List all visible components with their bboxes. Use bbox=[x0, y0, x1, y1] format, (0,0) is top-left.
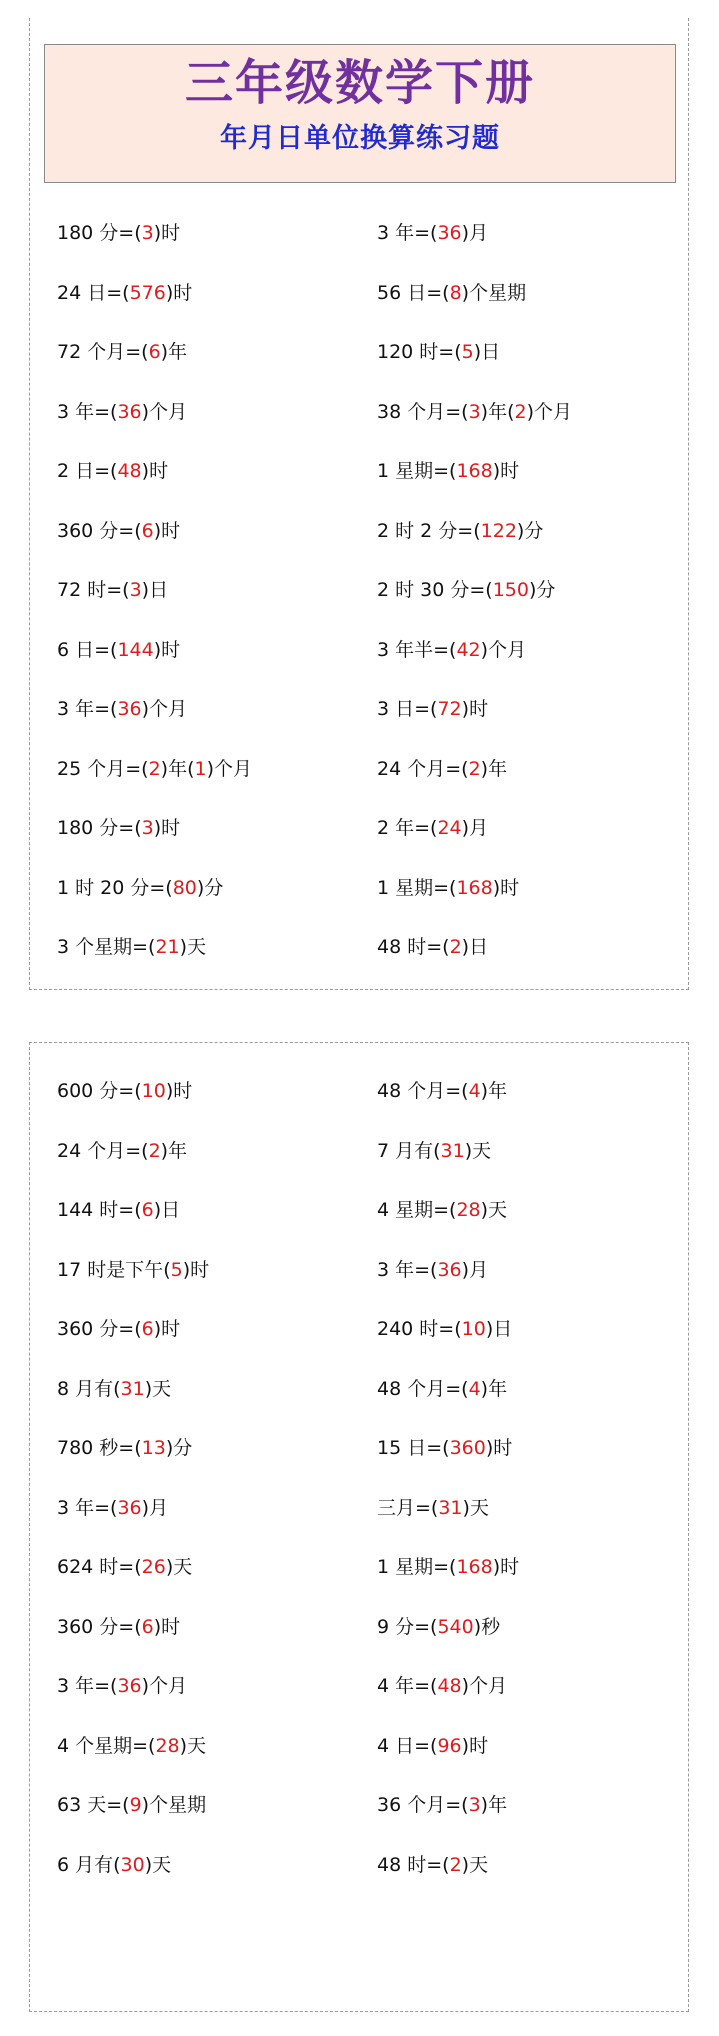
question-text: )天 bbox=[464, 1139, 492, 1162]
question-text: 6 日=( bbox=[57, 638, 118, 661]
answer-value: 4 bbox=[468, 1080, 481, 1103]
question-text: )天 bbox=[480, 1199, 508, 1222]
question-text: 180 分=( bbox=[57, 222, 142, 245]
question-text: )个月 bbox=[526, 400, 572, 423]
answer-value: 4 bbox=[468, 1377, 481, 1400]
question-text: 600 分=( bbox=[57, 1080, 142, 1103]
exercise-row bbox=[57, 1834, 697, 1894]
answer-value: 2 bbox=[148, 1139, 161, 1162]
question-text: )年( bbox=[480, 400, 515, 423]
question-text: 25 个月=( bbox=[57, 757, 149, 780]
answer-value: 42 bbox=[456, 638, 481, 661]
exercise-item bbox=[377, 337, 697, 364]
exercise-row bbox=[57, 1239, 697, 1299]
exercise-item bbox=[57, 1790, 377, 1817]
question-text: 48 个月=( bbox=[377, 1080, 469, 1103]
exercise-item bbox=[377, 813, 697, 840]
exercise-row bbox=[57, 1596, 697, 1656]
answer-value: 6 bbox=[141, 1318, 154, 1341]
question-text: 9 分=( bbox=[377, 1615, 438, 1638]
answer-value: 96 bbox=[437, 1734, 462, 1757]
question-text: )日 bbox=[141, 579, 169, 602]
question-text: )年 bbox=[160, 1139, 188, 1162]
exercise-row bbox=[57, 1477, 697, 1537]
answer-value: 48 bbox=[117, 460, 142, 483]
question-text: 48 时=( bbox=[377, 936, 450, 959]
exercise-item bbox=[57, 1493, 377, 1520]
exercise-row bbox=[57, 1536, 697, 1596]
exercise-item bbox=[57, 456, 377, 483]
question-text: 6 月有( bbox=[57, 1853, 121, 1876]
answer-value: 24 bbox=[437, 817, 462, 840]
exercise-item bbox=[377, 694, 697, 721]
page-subtitle: 年月日单位换算练习题 bbox=[220, 123, 500, 154]
question-text: )年 bbox=[480, 1080, 508, 1103]
question-text: )时 bbox=[153, 1615, 181, 1638]
exercise-item bbox=[377, 1612, 697, 1639]
exercise-item bbox=[377, 1076, 697, 1103]
question-text: 72 个月=( bbox=[57, 341, 149, 364]
answer-value: 144 bbox=[117, 638, 154, 661]
exercise-row bbox=[57, 262, 697, 322]
exercise-item bbox=[57, 694, 377, 721]
exercise-row bbox=[57, 1179, 697, 1239]
question-text: 1 星期=( bbox=[377, 460, 457, 483]
answer-value: 168 bbox=[456, 876, 493, 899]
answer-value: 2 bbox=[514, 400, 527, 423]
exercise-list-2 bbox=[57, 1060, 697, 1893]
question-text: 三月=( bbox=[377, 1496, 439, 1519]
answer-value: 6 bbox=[141, 519, 154, 542]
question-text: )时 bbox=[153, 1318, 181, 1341]
exercise-item bbox=[57, 1850, 377, 1877]
question-text: )年 bbox=[480, 757, 508, 780]
question-text: 4 日=( bbox=[377, 1734, 438, 1757]
answer-value: 36 bbox=[117, 400, 142, 423]
exercise-item bbox=[57, 397, 377, 424]
question-text: )天 bbox=[179, 936, 207, 959]
question-text: 17 时是下午( bbox=[57, 1258, 171, 1281]
exercise-item bbox=[57, 635, 377, 662]
question-text: 8 月有( bbox=[57, 1377, 121, 1400]
question-text: )时 bbox=[153, 638, 181, 661]
question-text: 3 年=( bbox=[57, 1675, 118, 1698]
exercise-item bbox=[377, 1671, 697, 1698]
question-text: 3 年=( bbox=[57, 400, 118, 423]
question-text: 360 分=( bbox=[57, 519, 142, 542]
question-text: )天 bbox=[165, 1556, 193, 1579]
question-text: 360 分=( bbox=[57, 1318, 142, 1341]
exercise-item bbox=[377, 516, 697, 543]
question-text: )时 bbox=[492, 1556, 520, 1579]
answer-value: 122 bbox=[480, 519, 517, 542]
exercise-item bbox=[57, 1374, 377, 1401]
question-text: )分 bbox=[516, 519, 544, 542]
exercise-item bbox=[377, 635, 697, 662]
exercise-row bbox=[57, 857, 697, 917]
question-text: )年( bbox=[160, 757, 195, 780]
answer-value: 576 bbox=[129, 281, 166, 304]
question-text: 72 时=( bbox=[57, 579, 130, 602]
answer-value: 3 bbox=[141, 817, 154, 840]
exercise-item bbox=[377, 575, 697, 602]
answer-value: 36 bbox=[117, 1496, 142, 1519]
answer-value: 6 bbox=[141, 1199, 154, 1222]
exercise-row bbox=[57, 1060, 697, 1120]
question-text: )分 bbox=[196, 876, 224, 899]
question-text: )个月 bbox=[206, 757, 252, 780]
answer-value: 9 bbox=[129, 1794, 142, 1817]
exercise-row bbox=[57, 1715, 697, 1775]
answer-value: 36 bbox=[117, 1675, 142, 1698]
question-text: 1 星期=( bbox=[377, 876, 457, 899]
answer-value: 10 bbox=[461, 1318, 486, 1341]
question-text: 3 年=( bbox=[377, 222, 438, 245]
exercise-item bbox=[377, 218, 697, 245]
question-text: 780 秒=( bbox=[57, 1437, 142, 1460]
question-text: 120 时=( bbox=[377, 341, 462, 364]
answer-value: 6 bbox=[148, 341, 161, 364]
exercise-item bbox=[377, 456, 697, 483]
exercise-item bbox=[57, 754, 377, 781]
answer-value: 26 bbox=[141, 1556, 166, 1579]
question-text: )时 bbox=[153, 817, 181, 840]
exercise-row bbox=[57, 1417, 697, 1477]
question-text: 36 个月=( bbox=[377, 1794, 469, 1817]
question-text: )日 bbox=[153, 1199, 181, 1222]
question-text: )时 bbox=[461, 698, 489, 721]
question-text: )月 bbox=[141, 1496, 169, 1519]
question-text: 2 日=( bbox=[57, 460, 118, 483]
question-text: )分 bbox=[528, 579, 556, 602]
question-text: 56 日=( bbox=[377, 281, 450, 304]
answer-value: 36 bbox=[117, 698, 142, 721]
exercise-item bbox=[377, 1731, 697, 1758]
answer-value: 80 bbox=[172, 876, 197, 899]
question-text: )个星期 bbox=[141, 1794, 207, 1817]
answer-value: 30 bbox=[120, 1853, 145, 1876]
exercise-row bbox=[57, 797, 697, 857]
answer-value: 36 bbox=[437, 1258, 462, 1281]
question-text: )天 bbox=[461, 1853, 489, 1876]
exercise-item bbox=[377, 1552, 697, 1579]
question-text: )月 bbox=[461, 1258, 489, 1281]
question-text: 3 个星期=( bbox=[57, 936, 156, 959]
question-text: )时 bbox=[492, 460, 520, 483]
question-text: )个月 bbox=[480, 638, 527, 661]
question-text: 2 时 2 分=( bbox=[377, 519, 481, 542]
exercise-row bbox=[57, 738, 697, 798]
question-text: 4 年=( bbox=[377, 1675, 438, 1698]
question-text: )天 bbox=[462, 1496, 489, 1519]
question-text: 180 分=( bbox=[57, 817, 142, 840]
exercise-row bbox=[57, 1120, 697, 1180]
exercise-row bbox=[57, 678, 697, 738]
answer-value: 72 bbox=[437, 698, 462, 721]
answer-value: 10 bbox=[141, 1080, 166, 1103]
question-text: )个月 bbox=[141, 400, 188, 423]
question-text: 1 时 20 分=( bbox=[57, 876, 173, 899]
exercise-item bbox=[377, 873, 697, 900]
exercise-item bbox=[377, 1374, 697, 1401]
answer-value: 5 bbox=[170, 1258, 183, 1281]
exercise-row bbox=[57, 1774, 697, 1834]
question-text: )天 bbox=[144, 1377, 172, 1400]
question-text: )个星期 bbox=[461, 281, 527, 304]
question-text: )时 bbox=[461, 1734, 489, 1757]
exercise-row bbox=[57, 440, 697, 500]
answer-value: 1 bbox=[194, 757, 207, 780]
answer-value: 3 bbox=[468, 1794, 481, 1817]
question-text: )个月 bbox=[141, 1675, 188, 1698]
question-text: )时 bbox=[153, 519, 181, 542]
answer-value: 168 bbox=[456, 1556, 493, 1579]
question-text: )分 bbox=[165, 1437, 193, 1460]
exercise-item bbox=[377, 1136, 697, 1163]
exercise-row bbox=[57, 1298, 697, 1358]
answer-value: 540 bbox=[437, 1615, 474, 1638]
exercise-item bbox=[57, 337, 377, 364]
exercise-row bbox=[57, 1655, 697, 1715]
question-text: )年 bbox=[480, 1794, 508, 1817]
answer-value: 48 bbox=[437, 1675, 462, 1698]
question-text: )年 bbox=[480, 1377, 508, 1400]
exercise-row bbox=[57, 916, 697, 976]
answer-value: 360 bbox=[449, 1437, 486, 1460]
exercise-item bbox=[377, 1790, 697, 1817]
question-text: )日 bbox=[461, 936, 489, 959]
exercise-item bbox=[377, 1195, 697, 1222]
answer-value: 31 bbox=[438, 1496, 463, 1519]
question-text: )年 bbox=[160, 341, 188, 364]
exercise-item bbox=[57, 1076, 377, 1103]
question-text: 3 日=( bbox=[377, 698, 438, 721]
question-text: 38 个月=( bbox=[377, 400, 469, 423]
question-text: 3 年=( bbox=[57, 1496, 118, 1519]
question-text: 3 年半=( bbox=[377, 638, 457, 661]
answer-value: 21 bbox=[155, 936, 180, 959]
question-text: 7 月有( bbox=[377, 1139, 441, 1162]
exercise-item bbox=[377, 1255, 697, 1282]
answer-value: 6 bbox=[141, 1615, 154, 1638]
exercise-item bbox=[57, 218, 377, 245]
exercise-item bbox=[57, 873, 377, 900]
question-text: )个月 bbox=[461, 1675, 508, 1698]
question-text: 360 分=( bbox=[57, 1615, 142, 1638]
answer-value: 2 bbox=[148, 757, 161, 780]
question-text: )时 bbox=[492, 876, 520, 899]
answer-value: 5 bbox=[461, 341, 474, 364]
exercise-row bbox=[57, 321, 697, 381]
question-text: 24 个月=( bbox=[377, 757, 469, 780]
exercise-item bbox=[57, 1731, 377, 1758]
exercise-item bbox=[377, 1314, 697, 1341]
exercise-item bbox=[377, 932, 697, 959]
answer-value: 36 bbox=[437, 222, 462, 245]
question-text: 24 日=( bbox=[57, 281, 130, 304]
question-text: )天 bbox=[144, 1853, 172, 1876]
question-text: )秒 bbox=[473, 1615, 501, 1638]
question-text: 1 星期=( bbox=[377, 1556, 457, 1579]
question-text: 15 日=( bbox=[377, 1437, 450, 1460]
exercise-item bbox=[57, 1612, 377, 1639]
answer-value: 2 bbox=[449, 1853, 462, 1876]
answer-value: 31 bbox=[120, 1377, 145, 1400]
exercise-item bbox=[57, 1255, 377, 1282]
exercise-item bbox=[377, 278, 697, 305]
answer-value: 28 bbox=[456, 1199, 481, 1222]
exercise-item bbox=[57, 278, 377, 305]
question-text: )时 bbox=[165, 1080, 193, 1103]
answer-value: 3 bbox=[129, 579, 142, 602]
question-text: 2 时 30 分=( bbox=[377, 579, 493, 602]
question-text: )个月 bbox=[141, 698, 188, 721]
question-text: )时 bbox=[165, 281, 193, 304]
question-text: 240 时=( bbox=[377, 1318, 462, 1341]
question-text: 2 年=( bbox=[377, 817, 438, 840]
exercise-item bbox=[57, 813, 377, 840]
exercise-item bbox=[57, 1195, 377, 1222]
question-text: 48 时=( bbox=[377, 1853, 450, 1876]
exercise-list-1 bbox=[57, 202, 697, 976]
question-text: )天 bbox=[179, 1734, 207, 1757]
exercise-item bbox=[377, 1493, 697, 1520]
question-text: )月 bbox=[461, 222, 489, 245]
question-text: 144 时=( bbox=[57, 1199, 142, 1222]
exercise-item bbox=[57, 516, 377, 543]
exercise-item bbox=[57, 1314, 377, 1341]
exercise-row bbox=[57, 500, 697, 560]
question-text: 3 年=( bbox=[57, 698, 118, 721]
answer-value: 150 bbox=[492, 579, 529, 602]
question-text: 63 天=( bbox=[57, 1794, 130, 1817]
exercise-row bbox=[57, 202, 697, 262]
exercise-item bbox=[377, 1433, 697, 1460]
exercise-row bbox=[57, 1358, 697, 1418]
question-text: )月 bbox=[461, 817, 489, 840]
page-title: 三年级数学下册 bbox=[184, 55, 535, 111]
answer-value: 28 bbox=[155, 1734, 180, 1757]
answer-value: 31 bbox=[440, 1139, 465, 1162]
exercise-item bbox=[377, 397, 697, 424]
exercise-item bbox=[57, 1671, 377, 1698]
answer-value: 168 bbox=[456, 460, 493, 483]
answer-value: 2 bbox=[449, 936, 462, 959]
exercise-item bbox=[57, 932, 377, 959]
exercise-item bbox=[57, 575, 377, 602]
answer-value: 3 bbox=[468, 400, 481, 423]
exercise-row bbox=[57, 619, 697, 679]
question-text: 624 时=( bbox=[57, 1556, 142, 1579]
exercise-item bbox=[57, 1136, 377, 1163]
question-text: 4 星期=( bbox=[377, 1199, 457, 1222]
question-text: 4 个星期=( bbox=[57, 1734, 156, 1757]
question-text: )时 bbox=[485, 1437, 513, 1460]
answer-value: 8 bbox=[449, 281, 462, 304]
answer-value: 13 bbox=[141, 1437, 166, 1460]
exercise-item bbox=[377, 1850, 697, 1877]
title-banner bbox=[44, 44, 676, 183]
question-text: )时 bbox=[141, 460, 169, 483]
question-text: 48 个月=( bbox=[377, 1377, 469, 1400]
exercise-item bbox=[57, 1433, 377, 1460]
question-text: 24 个月=( bbox=[57, 1139, 149, 1162]
exercise-row bbox=[57, 381, 697, 441]
question-text: )时 bbox=[153, 222, 181, 245]
answer-value: 3 bbox=[141, 222, 154, 245]
exercise-item bbox=[57, 1552, 377, 1579]
answer-value: 2 bbox=[468, 757, 481, 780]
exercise-item bbox=[377, 754, 697, 781]
question-text: )日 bbox=[485, 1318, 513, 1341]
exercise-row bbox=[57, 559, 697, 619]
question-text: 3 年=( bbox=[377, 1258, 438, 1281]
question-text: )日 bbox=[473, 341, 501, 364]
question-text: )时 bbox=[182, 1258, 210, 1281]
